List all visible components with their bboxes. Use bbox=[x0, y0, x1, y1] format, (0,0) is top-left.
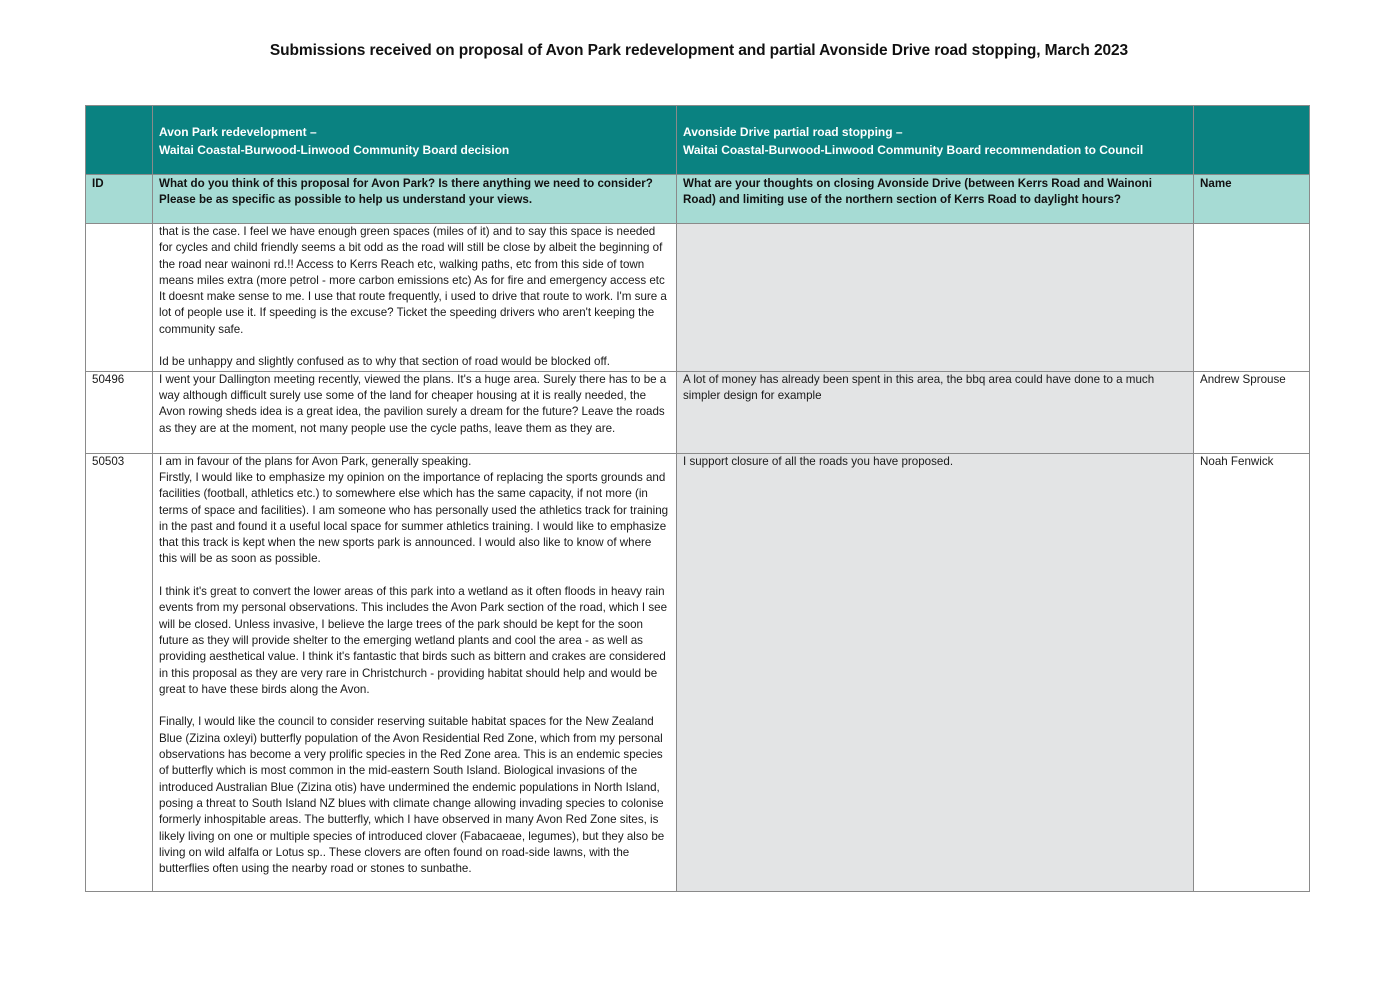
column-header-row bbox=[86, 175, 1310, 224]
cell-id: 50496 bbox=[86, 371, 153, 453]
cell-park-response bbox=[153, 371, 677, 453]
cell-road-response bbox=[677, 224, 1194, 372]
page-title: Submissions received on proposal of Avon Park redevelopment and partial Avonside Drive road stopping, March 2023 bbox=[269, 42, 1129, 59]
table-row bbox=[86, 224, 1310, 372]
park-response-text: I am in favour of the plans for Avon Park, generally speaking. Firstly, I would like to emphasize my opinion on the importance of replacing the sports grounds and facilities (football, athletics etc.) to somewhere else which has the same capacity, if not more (in terms of space and facilities). I am someone who has personally used the athletics track for training in the past and found it a useful local space for summer athletics training. I would like to emphasize that this track is kept when the new sports park is announced. I would also like to know of where this will be as soon as possible. I think it's great to convert the lower areas of this park into a wetland as it often floods in heavy rain events from my personal observations. This includes the Avon Park section of the road, which I see will be closed. Unless invasive, I believe the large trees of the park should be kept for the soon future as they will provide shelter to the emerging wetland plants and cool the area - as well as providing aesthetical value. I think it's fantastic that birds such as bittern and crakes are considered in this proposal as they are very rare in Christchurch - providing habitat should help and would be great to have these birds along the Avon. Finally, I would like the council to consider reserving suitable habitat spaces for the New Zealand Blue (Zizina oxleyi) butterfly population of the Avon Residential Red Zone, which from my personal observations has become a very prolific species in the Red Zone area. This is an endemic species of butterfly which is most common in the mid-eastern South Island. Biological invasions of the introduced Australian Blue (Zizina otis) have undermined the endemic populations in North Island, posing a threat to South Island NZ blues with climate change allowing invading species to colonise formerly inhospitable areas. The butterfly, which I have observed in many Avon Red Zone sites, is likely living on one or multiple species of introduced clover (Fabacaeae, legumes), but they also be living on wild alfalfa or Lotus sp.. These clovers are often found on road-side lawns, with the butterflies often using the nearby road or stones to sunbathe. bbox=[159, 454, 669, 876]
column-header-name: Name bbox=[1194, 175, 1310, 224]
cell-id bbox=[86, 224, 153, 372]
cell-name: Andrew Sprouse bbox=[1194, 371, 1310, 453]
cell-road-response: A lot of money has already been spent in this area, the bbq area could have done to a much simpler design for example bbox=[677, 371, 1194, 453]
group-header-park-line1: Avon Park redevelopment – bbox=[159, 125, 317, 139]
column-header-road-question: What are your thoughts on closing Avonside Drive (between Kerrs Road and Wainoni Road) and limiting use of the northern section of Kerrs Road to daylight hours? bbox=[677, 175, 1194, 224]
park-response-text: that is the case. I feel we have enough green spaces (miles of it) and to say this space is needed for cycles and child friendly seems a bit odd as the road will still be close by albeit the beginning of the road near wainoni rd.!! Access to Kerrs Reach etc, walking paths, etc from this side of town means miles extra (more petrol - more carbon emissions etc) As for fire and emergency access etc It doesnt make sense to me. I use that route frequently, i used to drive that route to work. I'm sure a lot of people use it. If speeding is the excuse? Ticket the speeding drivers who aren't keeping the community safe. Id be unhappy and slightly confused as to why that section of road would be blocked off. bbox=[159, 225, 667, 369]
cell-name: Noah Fenwick bbox=[1194, 453, 1310, 891]
park-response-text: I went your Dallington meeting recently, viewed the plans. It's a huge area. Surely there has to be a way although difficult surely use some of the land for cheaper housing at it is really needed, the Avon rowing sheds idea is a great idea, the pavilion surely a dream for the future? Leave the roads as they are at the moment, not many people use the cycle paths, leave them as they are. bbox=[159, 372, 667, 435]
column-header-id: ID bbox=[86, 175, 153, 224]
group-header-park bbox=[153, 106, 677, 175]
table-row bbox=[86, 371, 1310, 453]
column-header-park-question: What do you think of this proposal for Avon Park? Is there anything we need to consider? Please be as specific as possible to help us understand your views. bbox=[153, 175, 677, 224]
group-header-id-blank bbox=[86, 106, 153, 175]
cell-road-response: I support closure of all the roads you have proposed. bbox=[677, 453, 1194, 891]
group-header-road bbox=[677, 106, 1194, 175]
cell-park-response bbox=[153, 453, 677, 891]
group-header-row bbox=[86, 106, 1310, 175]
submissions-table bbox=[85, 105, 1310, 892]
cell-park-response bbox=[153, 224, 677, 372]
cell-name bbox=[1194, 224, 1310, 372]
group-header-road-line2: Waitai Coastal-Burwood-Linwood Community Board recommendation to Council bbox=[683, 143, 1144, 157]
group-header-name-blank bbox=[1194, 106, 1310, 175]
group-header-park-line2: Waitai Coastal-Burwood-Linwood Community Board decision bbox=[159, 143, 510, 157]
group-header-road-line1: Avonside Drive partial road stopping – bbox=[683, 125, 903, 139]
table-row bbox=[86, 453, 1310, 891]
cell-id: 50503 bbox=[86, 453, 153, 891]
